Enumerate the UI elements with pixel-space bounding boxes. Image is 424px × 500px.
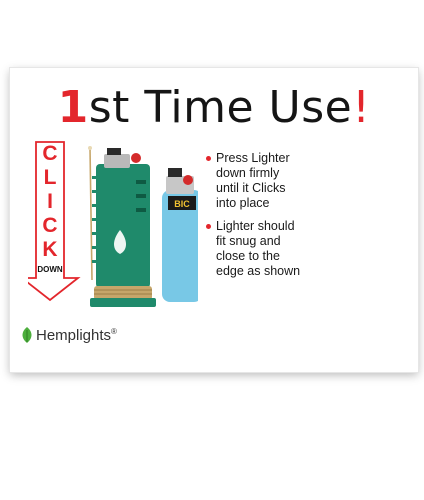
click-letter: L xyxy=(43,166,57,189)
lighter-button xyxy=(131,153,141,163)
hemp-spool xyxy=(90,286,156,307)
instruction-card xyxy=(10,68,418,372)
hemp-leaf-icon xyxy=(20,326,34,344)
instruction-text: Press Lighter down firmly until it Clicks into place xyxy=(216,151,290,210)
click-letter: K xyxy=(42,238,58,261)
page-title xyxy=(10,82,418,133)
bullet-icon xyxy=(206,156,211,161)
instruction-text: Lighter should fit snug and close to the edge as shown xyxy=(216,219,301,278)
instruction-list xyxy=(206,151,302,287)
instruction-item xyxy=(206,151,302,211)
lighter-brand-label: BIC xyxy=(174,199,190,209)
blue-lighter xyxy=(162,168,198,302)
wick-tip xyxy=(88,146,92,150)
brand-name: Hemplights xyxy=(36,326,112,344)
hemp-wick xyxy=(90,148,92,280)
title-number: 1 xyxy=(57,82,89,133)
click-letter: C xyxy=(42,214,58,237)
lighter-case xyxy=(92,148,150,288)
click-letter: I xyxy=(47,190,53,213)
product-illustration xyxy=(28,140,198,315)
down-label: DOWN xyxy=(37,265,63,274)
lighter-head xyxy=(104,154,130,168)
title-text: st Time Use xyxy=(88,82,353,133)
brand-logo xyxy=(20,326,117,344)
click-letter: C xyxy=(42,142,58,165)
title-exclamation: ! xyxy=(352,82,371,133)
click-down-arrow xyxy=(28,142,78,300)
registered-mark: ® xyxy=(111,326,117,336)
bullet-icon xyxy=(206,224,211,229)
instruction-item xyxy=(206,219,302,279)
